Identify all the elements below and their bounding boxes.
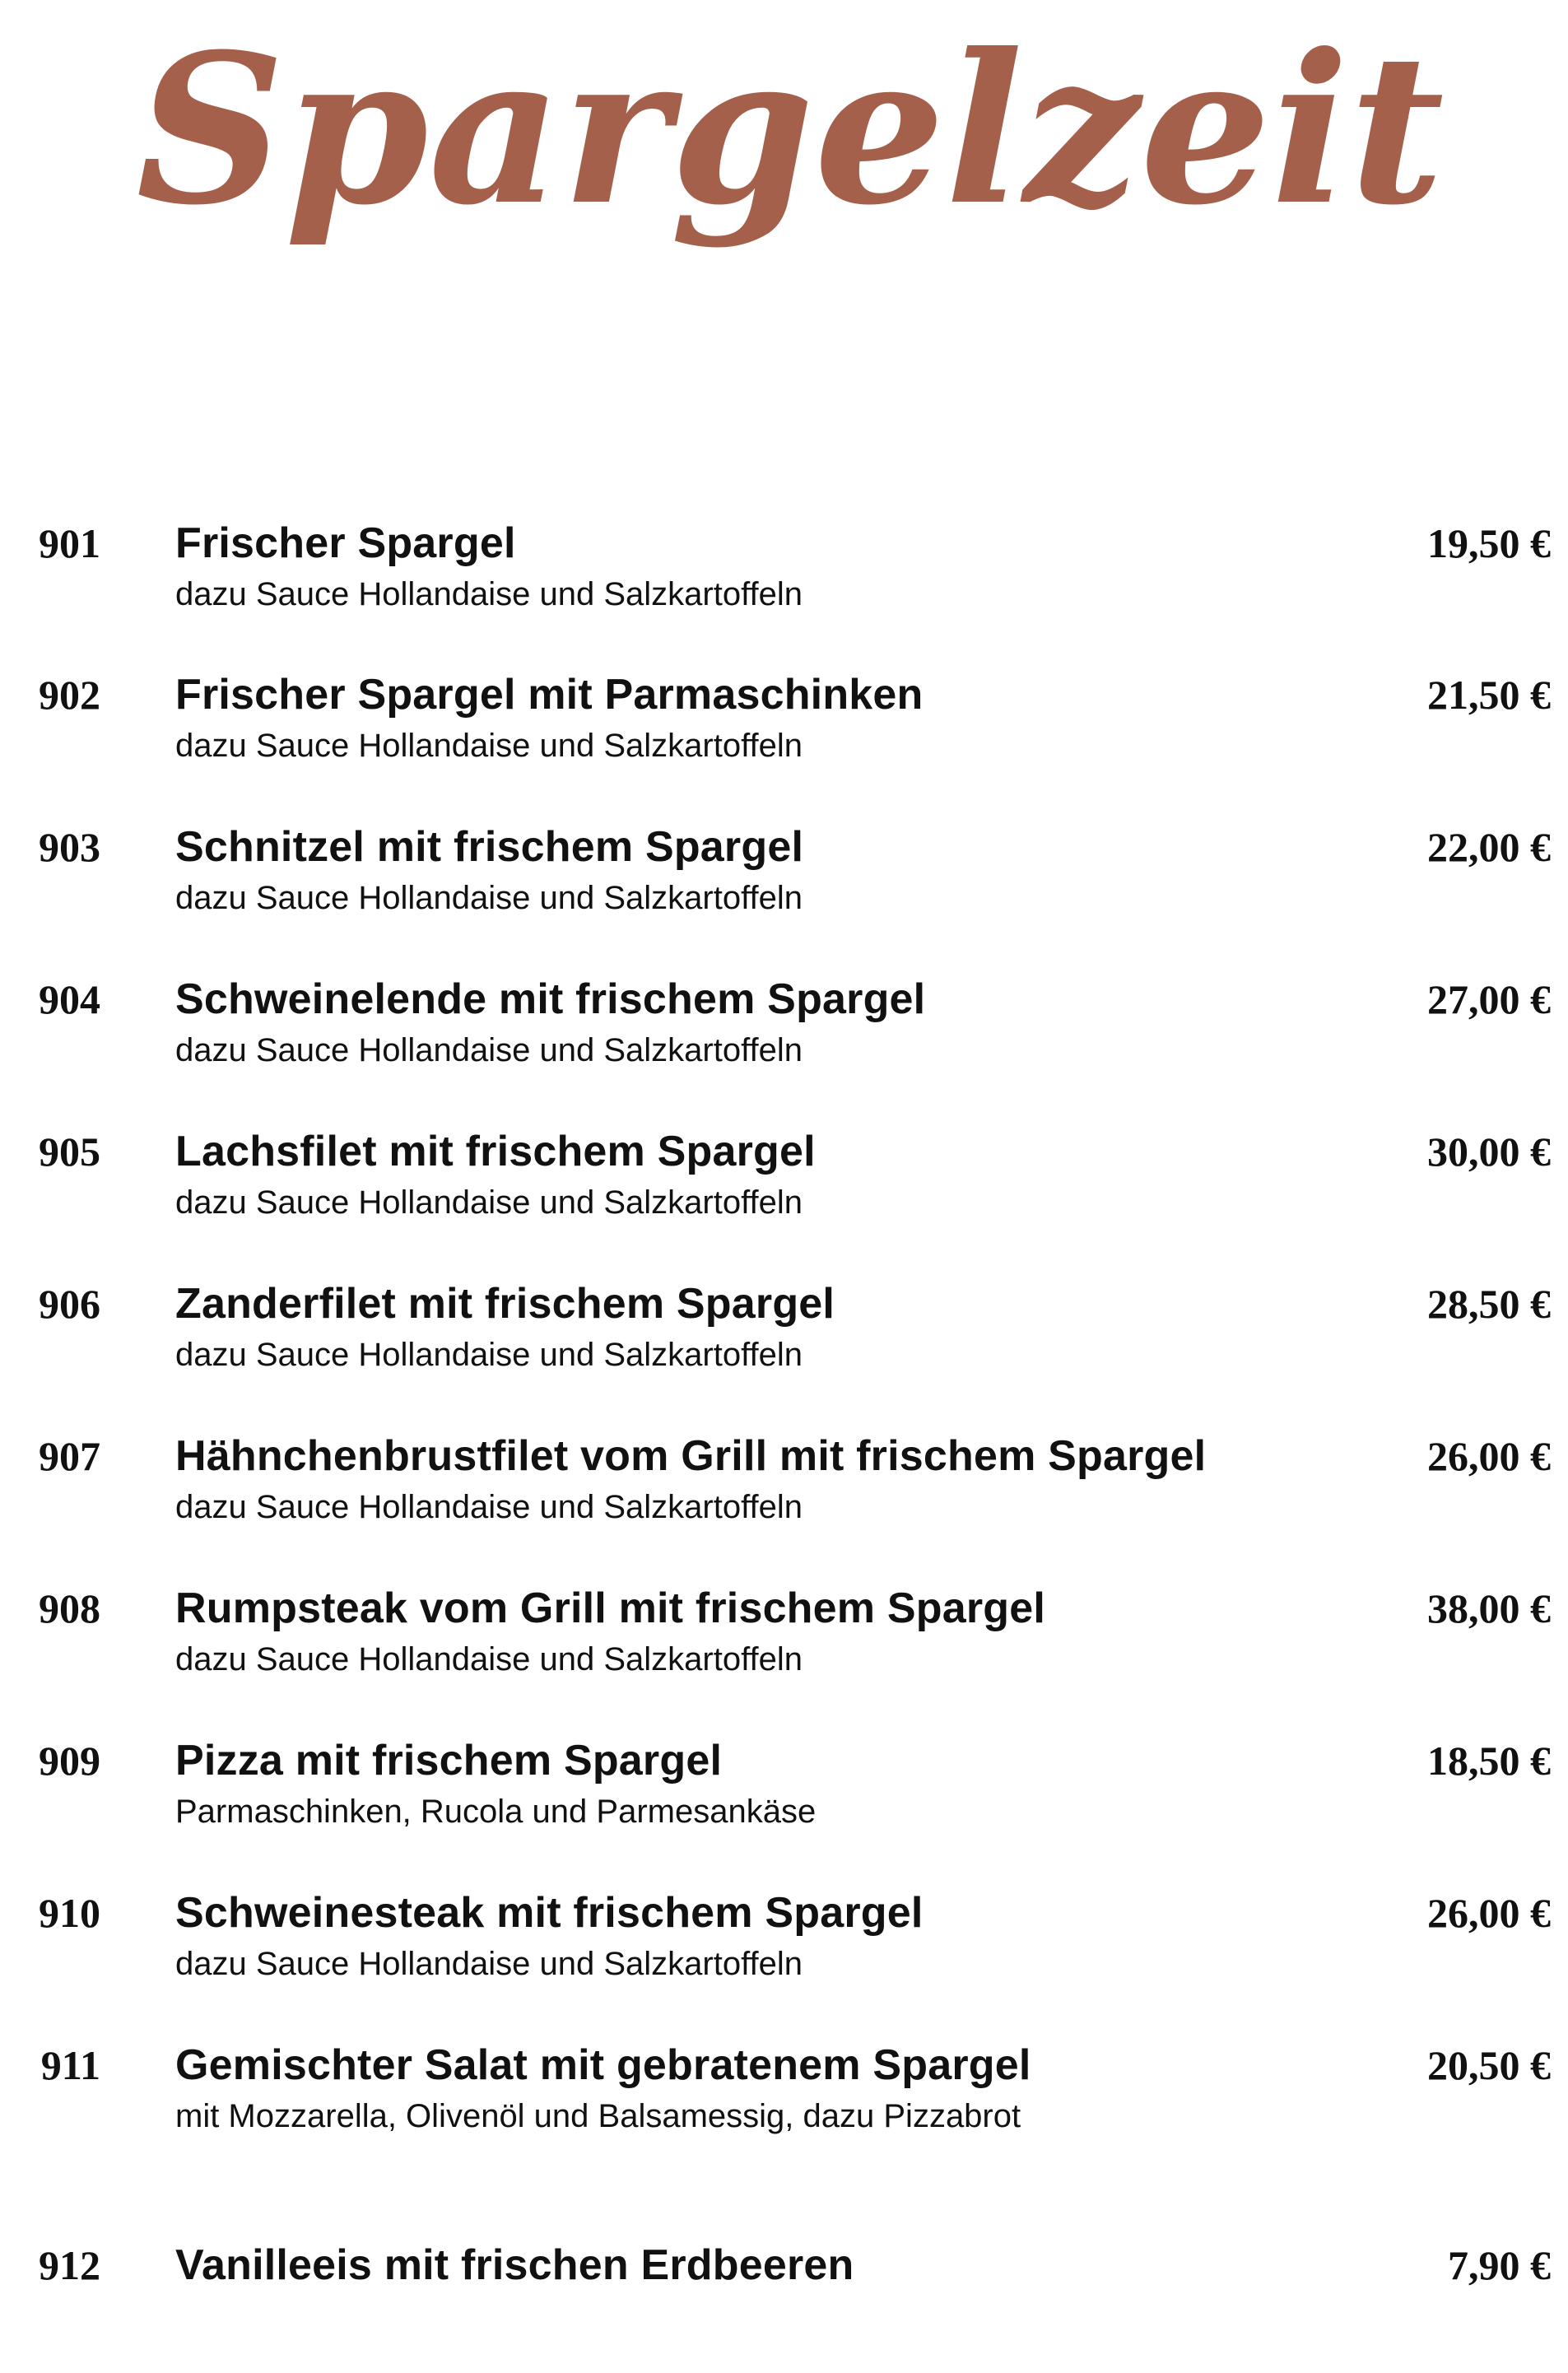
menu-item — [0, 1736, 1568, 1843]
menu-item — [0, 1431, 1568, 1538]
item-name: Vanilleeis mit frischen Erdbeeren — [175, 2241, 854, 2289]
item-number: 906 — [39, 1281, 100, 1327]
item-price: 28,50 € — [1427, 1281, 1551, 1327]
menu-item — [0, 822, 1568, 929]
item-name: Frischer Spargel mit Parmaschinken — [175, 671, 924, 719]
item-name: Lachsfilet mit frischem Spargel — [175, 1128, 816, 1175]
menu-item — [0, 975, 1568, 1082]
page-title — [0, 0, 1568, 272]
item-description: dazu Sauce Hollandaise und Salzkartoffeln — [175, 1337, 803, 1373]
title-text: Spargelzeit — [136, 8, 1445, 250]
item-price: 38,00 € — [1427, 1585, 1551, 1631]
item-number: 907 — [39, 1433, 100, 1479]
item-number: 908 — [39, 1585, 100, 1631]
item-number: 903 — [39, 824, 100, 870]
item-name: Schnitzel mit frischem Spargel — [175, 823, 804, 871]
item-description: dazu Sauce Hollandaise und Salzkartoffeln — [175, 1489, 803, 1525]
item-name: Rumpsteak vom Grill mit frischem Spargel — [175, 1584, 1045, 1632]
item-name: Pizza mit frischem Spargel — [175, 1737, 723, 1784]
item-name: Frischer Spargel — [175, 519, 516, 567]
item-description: dazu Sauce Hollandaise und Salzkartoffeln — [175, 1946, 803, 1982]
item-number: 902 — [39, 672, 100, 718]
item-description: dazu Sauce Hollandaise und Salzkartoffeln — [175, 576, 803, 612]
item-price: 26,00 € — [1427, 1433, 1551, 1479]
item-number: 909 — [39, 1738, 100, 1784]
item-description: dazu Sauce Hollandaise und Salzkartoffeln — [175, 880, 803, 916]
item-price: 18,50 € — [1427, 1738, 1551, 1784]
item-name: Zanderfilet mit frischem Spargel — [175, 1280, 835, 1328]
item-price: 7,90 € — [1448, 2242, 1551, 2288]
item-price: 30,00 € — [1427, 1128, 1551, 1175]
menu-item — [0, 2040, 1568, 2147]
item-price: 26,00 € — [1427, 1890, 1551, 1936]
menu-item — [0, 1127, 1568, 1234]
menu-item — [0, 2240, 1568, 2347]
item-number: 901 — [39, 520, 100, 566]
item-description: mit Mozzarella, Olivenöl und Balsamessig, dazu Pizzabrot — [175, 2098, 1021, 2134]
item-description: Parmaschinken, Rucola und Parmesankäse — [175, 1794, 817, 1830]
item-number: 911 — [40, 2042, 100, 2088]
item-name: Schweinelende mit frischem Spargel — [175, 975, 926, 1023]
menu-item — [0, 1888, 1568, 1995]
item-name: Hähnchenbrustfilet vom Grill mit frischem Spargel — [175, 1432, 1207, 1480]
item-price: 22,00 € — [1427, 824, 1551, 870]
item-description: dazu Sauce Hollandaise und Salzkartoffeln — [175, 1184, 803, 1221]
item-price: 21,50 € — [1427, 672, 1551, 718]
item-price: 19,50 € — [1427, 520, 1551, 566]
item-number: 904 — [39, 976, 100, 1022]
menu-item — [0, 1584, 1568, 1691]
item-price: 27,00 € — [1427, 976, 1551, 1022]
item-number: 905 — [39, 1128, 100, 1175]
item-name: Schweinesteak mit frischem Spargel — [175, 1889, 924, 1937]
item-description: dazu Sauce Hollandaise und Salzkartoffeln — [175, 1032, 803, 1068]
menu-item — [0, 519, 1568, 626]
title-lettering — [0, 0, 1568, 272]
item-price: 20,50 € — [1427, 2042, 1551, 2088]
menu-item — [0, 1279, 1568, 1386]
item-number: 910 — [39, 1890, 100, 1936]
item-number: 912 — [39, 2242, 100, 2288]
item-name: Gemischter Salat mit gebratenem Spargel — [175, 2041, 1031, 2089]
item-description: dazu Sauce Hollandaise und Salzkartoffeln — [175, 1641, 803, 1677]
item-description: dazu Sauce Hollandaise und Salzkartoffeln — [175, 728, 803, 764]
menu-item — [0, 670, 1568, 777]
